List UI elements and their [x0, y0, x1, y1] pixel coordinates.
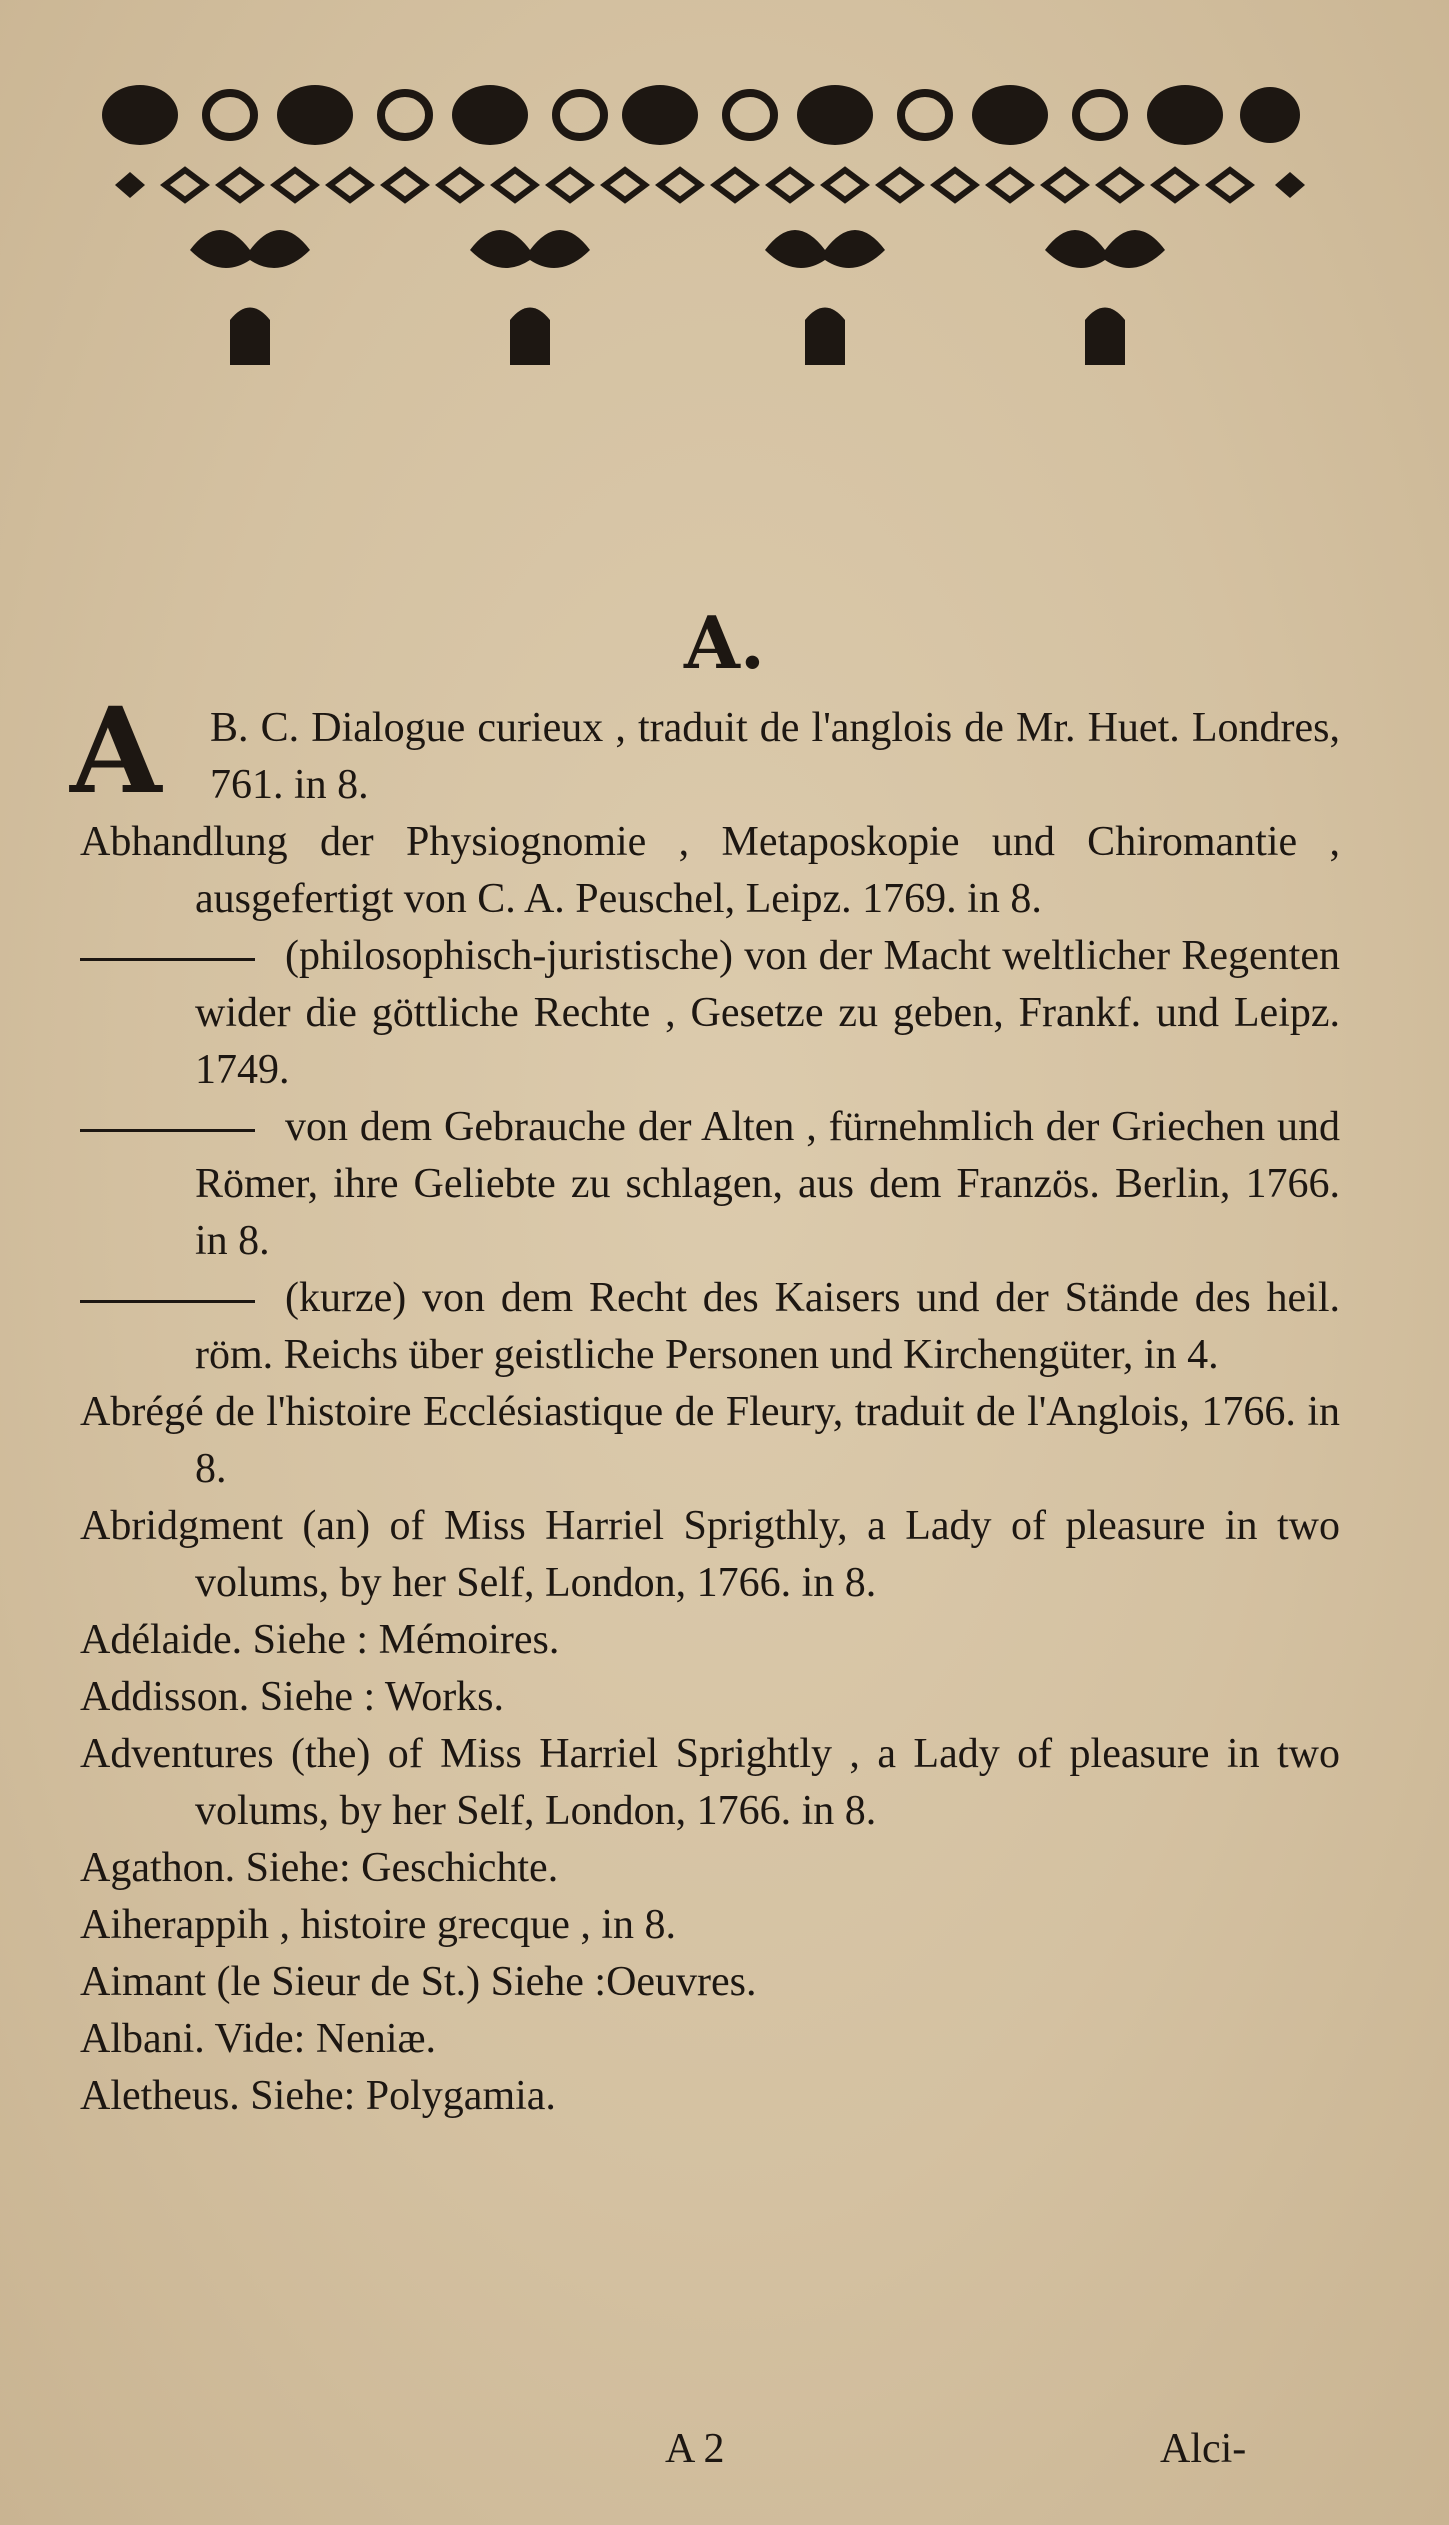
catalog-entry	[80, 814, 1340, 928]
entry-text: Abrégé de l'histoire Ecclésiastique de Fleury, traduit de l'Anglois, 1766. in 8.	[80, 1389, 1340, 1492]
page-footer	[0, 2425, 1449, 2485]
catalog-subentry	[80, 1099, 1340, 1270]
diamond-chain	[115, 170, 1305, 200]
entry-text: Addisson. Siehe : Works.	[80, 1674, 505, 1720]
entry-text: B. C. Dialogue curieux , traduit de l'anglois de Mr. Huet. Londres, 761. in 8.	[210, 705, 1340, 808]
catalog-entry	[80, 1840, 1340, 1897]
catalog-entry	[80, 2068, 1340, 2125]
entry-text: Aimant (le Sieur de St.) Siehe :Oeuvres.	[80, 1959, 757, 2005]
entry-text: Agathon. Siehe: Geschichte.	[80, 1845, 559, 1891]
entry-text: Adventures (the) of Miss Harriel Sprightly , a Lady of pleasure in two volums, by her Self, London, 1766. in 8.	[80, 1731, 1340, 1834]
entry-text: Aiherappih , histoire grecque , in 8.	[80, 1902, 676, 1948]
catalog-entry	[80, 1384, 1340, 1498]
ditto-dash	[80, 958, 255, 961]
ditto-dash	[80, 1300, 255, 1303]
catalog-entry	[80, 1669, 1340, 1726]
catalog-entry	[80, 1498, 1340, 1612]
drop-cap: A	[70, 681, 162, 820]
entry-text: (philosophisch-juristische) von der Macht weltlicher Regenten wider die göttliche Rechte , Gesetze zu geben, Frankf. und Leipz. 1749.	[195, 933, 1340, 1093]
catalog-entry	[80, 1612, 1340, 1669]
ditto-dash	[80, 1129, 255, 1132]
catalog-subentry	[80, 1270, 1340, 1384]
catalog-entry	[80, 2011, 1340, 2068]
section-heading: A.	[684, 600, 765, 685]
entry-text: Abridgment (an) of Miss Harriel Sprigthly, a Lady of pleasure in two volums, by her Self, London, 1766. in 8.	[80, 1503, 1340, 1606]
entry-text: Adélaide. Siehe : Mémoires.	[80, 1617, 560, 1663]
signature-mark: A 2	[665, 2426, 725, 2472]
medallion-row	[102, 85, 1300, 145]
ornamental-header-border	[100, 60, 1320, 380]
entry-text: Albani. Vide: Neniæ.	[80, 2016, 436, 2062]
entry-text: von dem Gebrauche der Alten , fürnehmlich der Griechen und Römer, ihre Geliebte zu schlagen, aus dem Französ. Berlin, 1766. in 8.	[195, 1104, 1340, 1264]
catalog-entry	[80, 1726, 1340, 1840]
catalog-entry	[80, 1897, 1340, 1954]
catalog-entry-first	[70, 681, 1340, 820]
entry-text: Aletheus. Siehe: Polygamia.	[80, 2073, 556, 2119]
catchword: Alci-	[1160, 2426, 1247, 2472]
catalog-entries	[70, 681, 1340, 2125]
entry-text: Abhandlung der Physiognomie , Metaposkopie und Chiromantie , ausgefertigt von C. A. Peuschel, Leipz. 1769. in 8.	[80, 819, 1340, 922]
entry-text: (kurze) von dem Recht des Kaisers und der Stände des heil. röm. Reichs über geistliche Personen und Kirchengüter, in 4.	[195, 1275, 1340, 1378]
floral-sprigs	[190, 230, 1165, 268]
catalog-entry	[80, 1954, 1340, 2011]
tassels	[230, 308, 1125, 366]
catalog-subentry	[80, 928, 1340, 1099]
